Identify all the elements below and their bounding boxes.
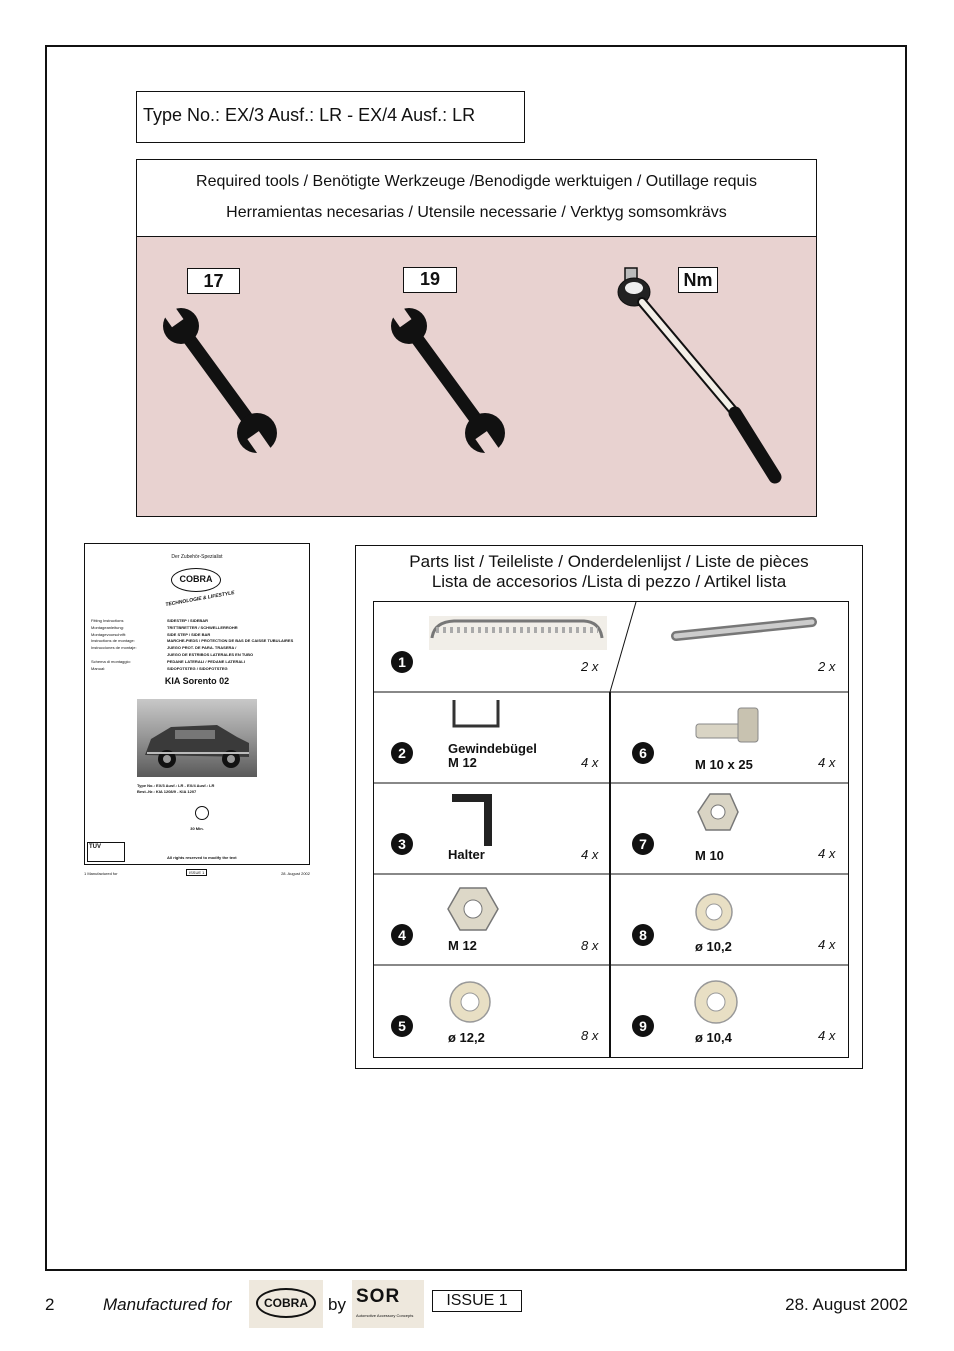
- manual-rights: All rights reserved to modify the text: [167, 855, 237, 860]
- parts-grid: [373, 601, 849, 1058]
- sor-logo: [352, 1280, 424, 1328]
- manual-footer-date: 28. August 2002: [281, 871, 310, 876]
- manual-footer-left: 1 Manufactured for: [84, 871, 118, 876]
- part-quantity: 4 x: [818, 1028, 836, 1043]
- bracket-icon: [452, 798, 488, 846]
- manual-line: Instructions de montage: MARCHE-PIEDS / PROTECTION DE BAS DE CAISSE TUBULAIRES: [91, 638, 294, 644]
- tuv-gs-icon: TÜV: [87, 842, 125, 862]
- issue-label: ISSUE 1: [432, 1290, 522, 1312]
- manual-footer-issue: ISSUE 1: [186, 869, 207, 876]
- manual-model: KIA Sorento 02: [164, 676, 230, 686]
- side-tube-icon: [676, 622, 812, 636]
- tool-label-nm: Nm: [678, 267, 718, 293]
- manual-line: Fitting Instructions SIDESTEP / SIDEBAR: [91, 618, 209, 623]
- tools-heading-line1: Required tools / Benötigte Werkzeuge /Benodigde werktuigen / Outillage requis: [196, 173, 757, 190]
- tools-illustration-area: [137, 237, 816, 516]
- tools-heading-line2: Herramientas necesarias / Utensile necessarie / Verktyg somsomkrävs: [226, 204, 727, 221]
- parts-heading-line1: Parts list / Teileliste / Onderdelenlijst / Liste de pièces: [409, 552, 809, 571]
- parts-grid-lines: [374, 602, 848, 1057]
- sor-logo-subtitle: Automotive Accessory Concepts: [356, 1313, 414, 1318]
- washer-10-2-icon: [696, 894, 732, 930]
- part-name-bracket: Halter: [448, 847, 485, 862]
- tool-label-17: 17: [187, 268, 240, 294]
- manual-instruction-lines: [91, 618, 306, 672]
- part-quantity: 8 x: [581, 938, 599, 953]
- part-quantity: 4 x: [581, 755, 599, 770]
- part-name-nut-m10: M 10: [695, 848, 724, 863]
- manual-line: Montageanleitung: TRITTBRETTER / SCHWELLERROHR: [91, 624, 238, 630]
- manual-tagline: Der Zubehör-Spezialist: [171, 554, 223, 560]
- part-number-badge: 3: [391, 833, 413, 855]
- footer-date: 28. August 2002: [785, 1295, 908, 1314]
- part-number-badge: 5: [391, 1015, 413, 1037]
- manual-line: Montagevoorschrift: SIDE STEP / SIDE BAR: [91, 631, 211, 637]
- parts-heading-line2: Lista de accesorios /Lista di pezzo / Artikel lista: [431, 572, 787, 591]
- page-number: 2: [45, 1295, 55, 1314]
- manual-time: 30 Min.: [190, 826, 204, 831]
- stopwatch-icon: [195, 806, 209, 820]
- part-quantity: 4 x: [818, 846, 836, 861]
- part-name-washer-12-2: ø 12,2: [448, 1030, 485, 1045]
- parts-list-panel: [355, 545, 863, 1069]
- manual-cobra-logo: COBRA: [171, 568, 221, 592]
- part-name-bolt: M 10 x 25: [695, 757, 753, 772]
- part-quantity: 2 x: [581, 659, 599, 674]
- manual-line: Instrucciones de montaje: JUEGO PROT. DE PARA. TRASERA /: [91, 645, 237, 651]
- part-name-washer-10-2: ø 10,2: [695, 939, 732, 954]
- part-number-badge: 8: [632, 924, 654, 946]
- part-quantity: 4 x: [581, 847, 599, 862]
- u-bolt-icon: [454, 700, 498, 726]
- manual-slogan: TECHNOLOGIE & LIFESTYLE: [165, 589, 236, 609]
- cobra-logo-text: COBRA: [256, 1288, 316, 1318]
- hex-bolt-icon: [696, 708, 758, 742]
- part-quantity: 4 x: [818, 755, 836, 770]
- manual-type-line2: Best.-Nr.: KIA 1208/9 - KIA 1207: [137, 789, 197, 794]
- washer-10-4-icon: [695, 981, 737, 1023]
- manual-car-photo: [137, 699, 257, 777]
- part-name-u-bolt: Gewindebügel M 12: [448, 741, 537, 770]
- part-quantity: 4 x: [818, 937, 836, 952]
- by-label: by: [328, 1295, 346, 1314]
- parts-heading: [356, 552, 862, 592]
- cobra-logo: [249, 1280, 323, 1328]
- washer-12-2-icon: [450, 982, 490, 1022]
- manual-cover-thumbnail: [84, 543, 310, 865]
- side-step-bar-icon: [429, 616, 607, 650]
- part-quantity: 8 x: [581, 1028, 599, 1043]
- part-number-badge: 6: [632, 742, 654, 764]
- manual-line: Schema di montaggio: PEDANE LATERALI / PEDANE LATERALI: [91, 658, 245, 664]
- part-number-badge: 2: [391, 742, 413, 764]
- manufactured-for-label: Manufactured for: [103, 1295, 232, 1314]
- part-number-badge: 9: [632, 1015, 654, 1037]
- sor-logo-text: SOR: [356, 1286, 401, 1307]
- torque-wrench-icon: [618, 268, 775, 477]
- part-number-badge: 4: [391, 924, 413, 946]
- manual-line: Manual: SIDOFOTSTEG / SIDOFOTSTEG: [91, 665, 228, 671]
- open-end-wrench-17-icon: [161, 303, 277, 459]
- part-name-washer-10-4: ø 10,4: [695, 1030, 732, 1045]
- tool-label-19: 19: [403, 267, 457, 293]
- open-end-wrench-19-icon: [389, 303, 505, 459]
- tools-panel: [136, 159, 817, 517]
- manual-line: JUEGO DE ESTRIBOS LATERALES EN TUBO: [167, 651, 254, 657]
- part-name-nut-m12: M 12: [448, 938, 477, 953]
- hex-nut-m12-icon: [448, 888, 498, 930]
- hex-nut-m10-icon: [698, 794, 738, 830]
- manual-type-line1: Type No.: EX/3 Ausf.: LR - EX/4 Ausf.: LR: [137, 783, 215, 788]
- part-number-badge: 1: [391, 651, 413, 673]
- part-quantity: 2 x: [818, 659, 836, 674]
- car-icon: [137, 699, 257, 777]
- type-number: Type No.: EX/3 Ausf.: LR - EX/4 Ausf.: LR: [136, 91, 525, 143]
- tools-heading: [137, 160, 816, 237]
- part-number-badge: 7: [632, 833, 654, 855]
